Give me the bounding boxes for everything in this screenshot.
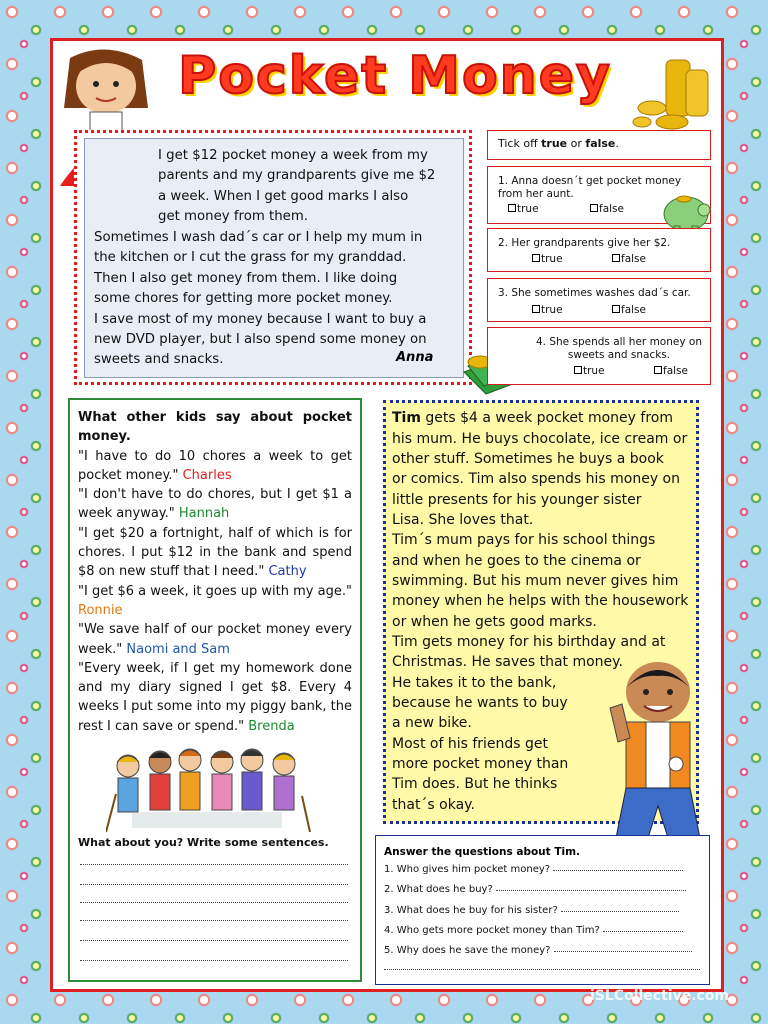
- quote-text: "I have to do 10 chores a week to get pocket money.": [78, 448, 352, 483]
- quote: [78, 659, 352, 736]
- quote: [78, 620, 352, 659]
- question-text: 5. Why does he save the money?: [384, 945, 551, 956]
- tim-line: He takes it to the bank,: [392, 675, 557, 691]
- anna-line: some chores for getting more pocket money.: [94, 291, 393, 307]
- tf-statement-3: [487, 278, 711, 322]
- tf-statement-text: 1. Anna doesn´t get pocket money from her aunt.: [498, 175, 682, 200]
- write-prompt: What about you? Write some sentences.: [78, 836, 329, 849]
- tf-statement-4: [487, 327, 711, 385]
- tf-instruction: Tick off: [498, 137, 542, 150]
- group-of-kids-illustration: [106, 744, 312, 836]
- anna-line: a week. When I get good marks I also: [158, 188, 409, 204]
- tf-instruction-true: true: [541, 137, 568, 150]
- quote-text: "I get $6 a week, it goes up with my age.": [78, 583, 352, 599]
- tim-line: or when he gets good marks.: [392, 614, 597, 630]
- writing-line[interactable]: [80, 884, 348, 885]
- kids-heading: What other kids say about pocket money.: [78, 410, 352, 445]
- quote-text: "We save half of our pocket money every week.": [78, 622, 352, 657]
- tim-line: Christmas. He saves that money.: [392, 654, 623, 670]
- writing-line[interactable]: [80, 864, 348, 865]
- question-item: [384, 944, 692, 956]
- anna-line: parents and my grandparents give me $2: [158, 168, 436, 184]
- quote: [78, 447, 352, 486]
- tim-line: money when he helps with the housework: [392, 593, 689, 609]
- answer-line[interactable]: [384, 962, 700, 970]
- question-item: [384, 883, 686, 895]
- writing-line[interactable]: [80, 920, 348, 921]
- quote-author: Hannah: [178, 506, 230, 522]
- anna-line: get money from them.: [158, 209, 309, 225]
- question-item: [384, 904, 679, 916]
- anna-text-top: [158, 146, 456, 228]
- tim-line: Tim does. But he thinks: [392, 776, 558, 792]
- quote-author: Charles: [182, 467, 232, 483]
- tim-line: or comics. Tim also spends his money on: [392, 471, 680, 487]
- question-text: 4. Who gets more pocket money than Tim?: [384, 925, 600, 936]
- anna-signature: Anna: [396, 350, 434, 365]
- tf-statement-text: 3. She sometimes washes dad´s car.: [498, 287, 691, 299]
- true-checkbox[interactable]: true: [574, 365, 605, 377]
- page-title: Pocket Money: [178, 46, 612, 106]
- false-checkbox[interactable]: false: [654, 365, 688, 377]
- quote-author: Cathy: [268, 564, 307, 580]
- tim-line: little presents for his younger sister: [392, 492, 642, 508]
- gold-coins-icon: [632, 56, 712, 132]
- quote: [78, 524, 352, 582]
- tim-line: his mum. He buys chocolate, ice cream or: [392, 431, 688, 447]
- quote: [78, 582, 352, 621]
- writing-line[interactable]: [80, 960, 348, 961]
- true-checkbox[interactable]: true: [532, 253, 563, 265]
- question-item: [384, 924, 683, 936]
- answer-line[interactable]: [603, 924, 683, 932]
- anna-line: Then I also get money from them. I like doing: [94, 270, 398, 286]
- tf-statement-2: [487, 228, 711, 272]
- tim-name: Tim: [392, 410, 421, 426]
- anna-line: new DVD player, but I also spend some money on: [94, 332, 427, 348]
- true-checkbox[interactable]: true: [508, 203, 539, 215]
- tf-statement-text: 4. She spends all her money on sweets and snacks.: [536, 336, 702, 361]
- tim-line: Tim gets money for his birthday and at: [392, 634, 666, 650]
- false-checkbox[interactable]: false: [590, 203, 624, 215]
- tf-instruction-box: [487, 130, 711, 160]
- quote-author: Brenda: [248, 718, 295, 734]
- tim-line: [392, 408, 673, 428]
- writing-line[interactable]: [80, 902, 348, 903]
- tim-line: more pocket money than: [392, 756, 569, 772]
- answer-line[interactable]: [553, 863, 683, 871]
- question-text: 2. What does he buy?: [384, 884, 493, 895]
- quote-author: Ronnie: [78, 602, 123, 618]
- boy-illustration: [596, 660, 720, 850]
- question-item: [384, 863, 683, 875]
- tim-line: and when he goes to the cinema or: [392, 553, 641, 569]
- answer-line[interactable]: [496, 883, 686, 891]
- quote-text: "I don't have to do chores, but I get $1 a week anyway.": [78, 487, 352, 522]
- quote-text: "Every week, if I get my homework done and my diary signed I get $8. Every 4 weeks I put some into my piggy bank, the rest I can save or spend.": [78, 660, 352, 734]
- quote: [78, 485, 352, 524]
- anna-line: I get $12 pocket money a week from my: [158, 148, 428, 163]
- tf-statement-text: 2. Her grandparents give her $2.: [498, 237, 671, 249]
- tim-line: because he wants to buy: [392, 695, 568, 711]
- anna-line: Sometimes I wash dad´s car or I help my mum in: [94, 230, 423, 245]
- false-checkbox[interactable]: false: [612, 253, 646, 265]
- anna-line: I save most of my money because I want to buy a: [94, 311, 427, 327]
- watermark: iSLCollective.com: [590, 988, 730, 1004]
- anna-line: sweets and snacks.: [94, 352, 224, 368]
- question-text: 3. What does he buy for his sister?: [384, 905, 558, 916]
- tim-line-text: gets $4 a week pocket money from: [420, 410, 673, 426]
- quote-author: Naomi and Sam: [126, 641, 230, 657]
- question-text: 1. Who gives him pocket money?: [384, 864, 551, 875]
- false-checkbox[interactable]: false: [612, 304, 646, 316]
- tim-line: swimming. But his mum never gives him: [392, 573, 679, 589]
- question-item: [384, 962, 700, 974]
- writing-line[interactable]: [80, 940, 348, 941]
- tim-line: Tim´s mum pays for his school things: [392, 532, 656, 548]
- tim-line: a new bike.: [392, 715, 472, 731]
- quote-text: "I get $20 a fortnight, half of which is for chores. I put $12 in the bank and spend $8 on new stuff that I need.": [78, 525, 352, 580]
- tim-line: that´s okay.: [392, 797, 475, 813]
- kids-quotes: [78, 408, 352, 736]
- answer-line[interactable]: [554, 944, 692, 952]
- tf-instruction-mid: or: [567, 137, 586, 150]
- tim-line: Most of his friends get: [392, 736, 549, 752]
- tf-instruction-end: .: [615, 137, 619, 150]
- tf-instruction-false: false: [585, 137, 616, 150]
- true-checkbox[interactable]: true: [532, 304, 563, 316]
- tim-line: Lisa. She loves that.: [392, 512, 534, 528]
- anna-line: the kitchen or I cut the grass for my granddad.: [94, 250, 407, 266]
- answer-line[interactable]: [561, 904, 679, 912]
- tim-line: other stuff. Sometimes he buys a book: [392, 451, 664, 467]
- questions-title: Answer the questions about Tim.: [384, 846, 581, 858]
